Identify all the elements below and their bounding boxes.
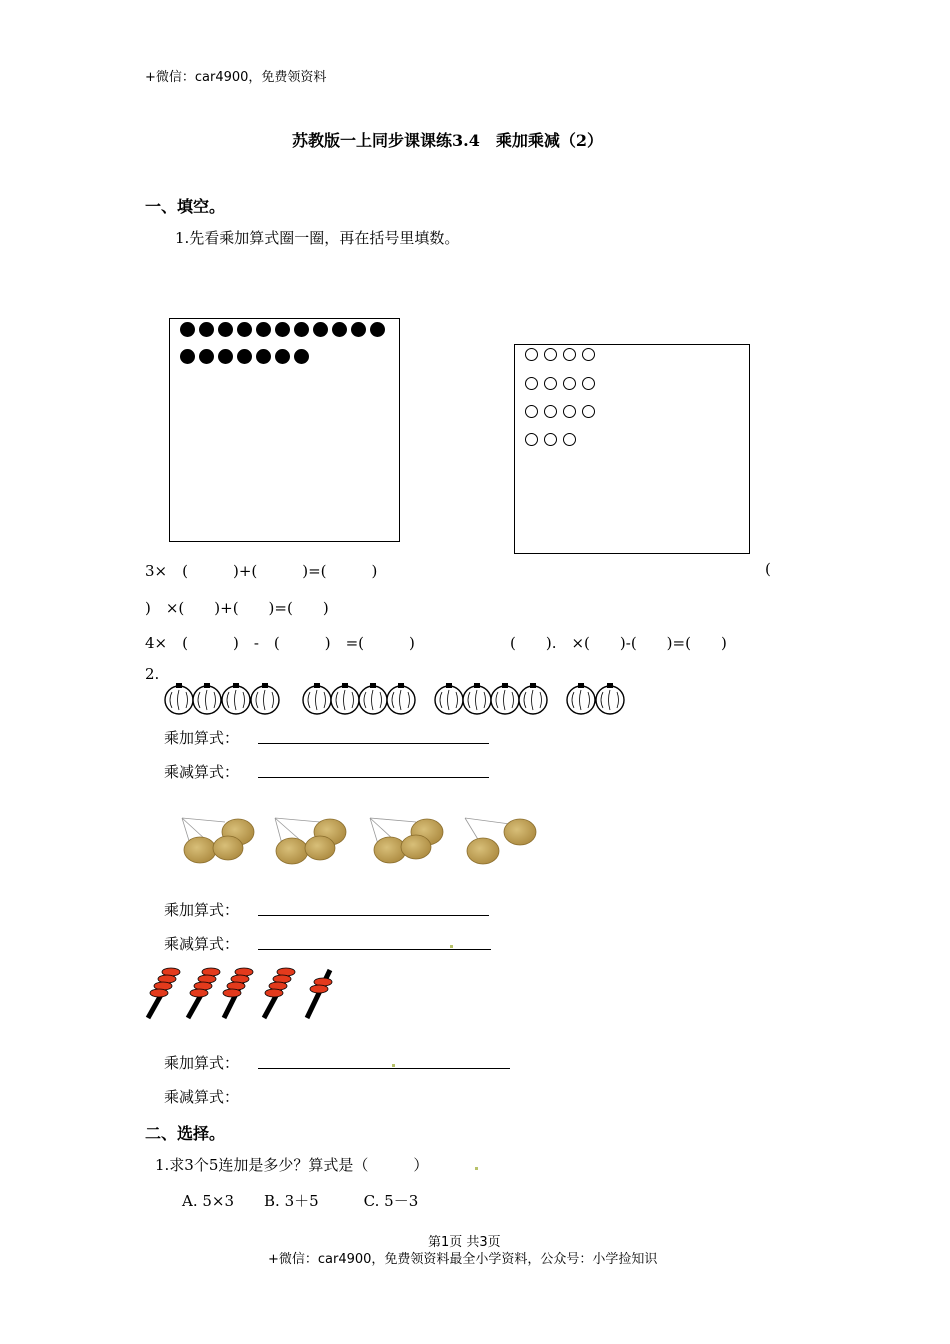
- dot: [199, 349, 214, 364]
- sub-formula-label-3: 乘减算式：: [164, 1088, 240, 1106]
- sub-formula-label-2: 乘减算式：: [164, 935, 240, 953]
- answer-line[interactable]: [258, 743, 489, 744]
- dot: [256, 322, 271, 337]
- speck-mark: [450, 945, 453, 948]
- circle: [582, 348, 595, 361]
- section-heading-fill: 一、填空。: [145, 197, 226, 216]
- answer-line[interactable]: [258, 1068, 510, 1069]
- circle: [525, 433, 538, 446]
- speck-mark: [475, 1167, 478, 1170]
- oranges-drawing: [160, 680, 630, 718]
- circle: [563, 433, 576, 446]
- equation-1-right: (: [765, 560, 771, 578]
- circle: [544, 348, 557, 361]
- dot: [256, 349, 271, 364]
- dot: [370, 322, 385, 337]
- question-1-text: 1.先看乘加算式圈一圈，再在括号里填数。: [175, 229, 460, 247]
- answer-line[interactable]: [258, 949, 491, 950]
- circle: [563, 405, 576, 418]
- equation-3: 4× ( ) - ( ) =( ): [145, 634, 415, 652]
- circles-box-right: [514, 344, 750, 554]
- circle: [563, 377, 576, 390]
- dot: [218, 349, 233, 364]
- speck-mark: [392, 1064, 395, 1067]
- answer-line[interactable]: [258, 915, 489, 916]
- dot-row-1: [180, 322, 385, 337]
- fruit-bunches-illustration: [170, 810, 550, 872]
- choice-question-1: 1.求3个5连加是多少？算式是（ ）: [155, 1156, 429, 1174]
- dot: [218, 322, 233, 337]
- equation-1: 3× ( )+( )=( ): [145, 562, 378, 580]
- circle: [525, 348, 538, 361]
- footer-text: +微信：car4900，免费领资料最全小学资料，公众号：小学捡知识: [268, 1252, 658, 1267]
- circle-row-1: [525, 348, 595, 361]
- circle: [544, 405, 557, 418]
- dot: [313, 322, 328, 337]
- dot: [237, 322, 252, 337]
- circle: [582, 405, 595, 418]
- add-formula-label-1: 乘加算式：: [164, 729, 240, 747]
- dots-box-left: [169, 318, 400, 542]
- dot-row-2: [180, 349, 309, 364]
- page-title: 苏教版一上同步课课练3.4 乘加乘减（2）: [292, 131, 603, 150]
- choice-options: A. 5×3 B. 3＋5 C. 5－3: [182, 1192, 419, 1210]
- dot: [237, 349, 252, 364]
- dot: [199, 322, 214, 337]
- circle: [582, 377, 595, 390]
- circle: [544, 433, 557, 446]
- dot: [351, 322, 366, 337]
- question-2-number: 2.: [145, 665, 160, 683]
- equation-4: ( ). ×( )-( )=( ): [510, 634, 727, 652]
- circle: [544, 377, 557, 390]
- dot: [180, 349, 195, 364]
- answer-line[interactable]: [258, 777, 489, 778]
- sub-formula-label-1: 乘减算式：: [164, 763, 240, 781]
- dot: [275, 349, 290, 364]
- page-number: 第1页 共3页: [428, 1235, 501, 1250]
- dot: [275, 322, 290, 337]
- circle: [563, 348, 576, 361]
- dot: [294, 349, 309, 364]
- circle-row-3: [525, 405, 595, 418]
- dot: [180, 322, 195, 337]
- dot: [332, 322, 347, 337]
- equation-2: ) ×( )+( )=( ): [145, 599, 329, 617]
- add-formula-label-2: 乘加算式：: [164, 901, 240, 919]
- header-text: +微信：car4900，免费领资料: [145, 70, 327, 85]
- add-formula-label-3: 乘加算式：: [164, 1054, 240, 1072]
- circle-row-4: [525, 433, 576, 446]
- skewers-illustration: [140, 962, 340, 1022]
- circle: [525, 377, 538, 390]
- circle-row-2: [525, 377, 595, 390]
- circle: [525, 405, 538, 418]
- section-heading-choice: 二、选择。: [145, 1124, 226, 1143]
- dot: [294, 322, 309, 337]
